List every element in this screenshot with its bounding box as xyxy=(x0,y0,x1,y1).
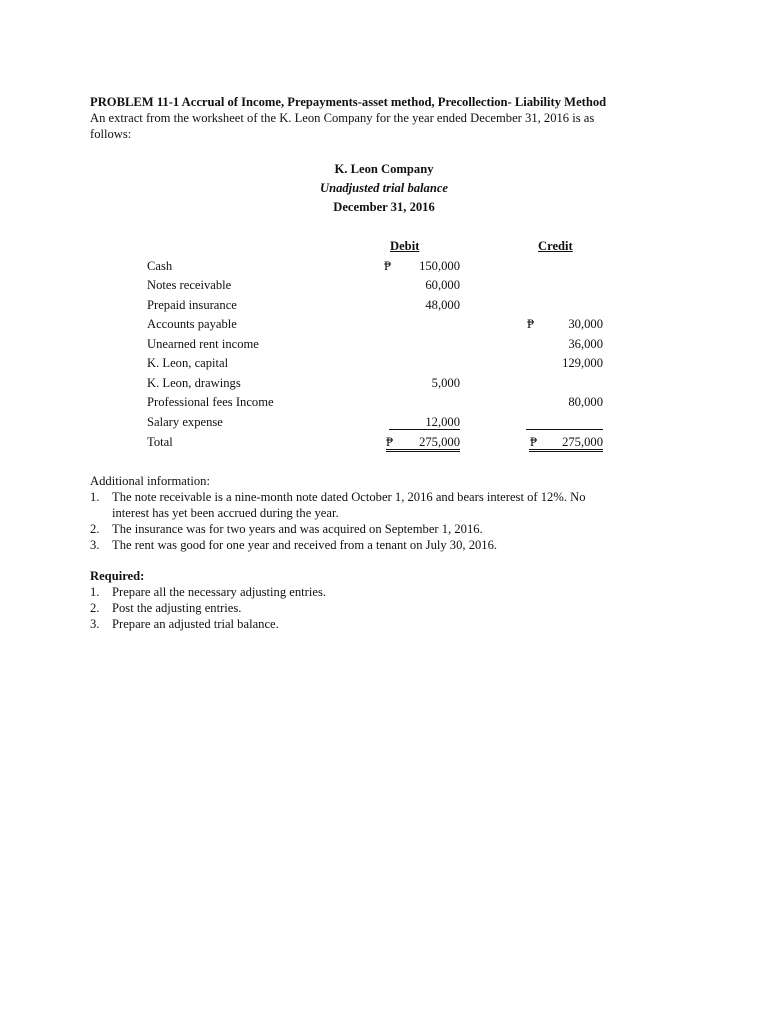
debit-amount: 12,000 xyxy=(425,415,460,429)
statement-date: December 31, 2016 xyxy=(333,200,435,214)
credit-amount: 80,000 xyxy=(568,395,603,409)
table-row xyxy=(0,336,768,354)
debit-currency-symbol: ₱ xyxy=(384,259,392,273)
table-row xyxy=(0,394,768,412)
total-credit-amount: 275,000 xyxy=(562,435,603,449)
table-row xyxy=(0,355,768,373)
account-name: Accounts payable xyxy=(147,317,237,331)
credit-total-double-rule xyxy=(529,446,603,452)
company-name: K. Leon Company xyxy=(334,162,434,176)
account-name: Salary expense xyxy=(147,415,223,429)
total-label: Total xyxy=(147,435,173,449)
credit-amount: 129,000 xyxy=(562,356,603,370)
table-row xyxy=(0,297,768,315)
account-name: Professional fees Income xyxy=(147,395,274,409)
document-page: PROBLEM 11-1 Accrual of Income, Prepayments-asset method, Precollection- Liability Method An extract from the worksheet of the K. Leon Company for the year ended December 31, 2016 is as follows: K. Leon Company Unadjusted trial balance December 31, 2016 Debit Credit Cash ₱ 150,000 Notes receivable 60,000 Prepaid insurance 48,000 Accounts payable ₱ 30,000 Unearned rent income 36,000 K. Leon, capital 129,000 K. Leon, drawings 5,000 Professional fees Income 80,000 Salary expense 12,000 Total ₱ 275,000 ₱ 275,000 Additional information: 1. The note receivable is a nine-month note dated October 1, 2016 and bears interest of 12%. No interest has yet been accrued during the year. 2. The insurance was for two years and was acquired on September 1, 2016. 3. The rent was good for one year and received from a tenant on July 30, 2016. Required: 1. Prepare all the necessary adjusting entries. 2. Post the adjusting entries. 3. Prepare an adjusted trial balance. xyxy=(0,0,768,1024)
debit-amount: 48,000 xyxy=(425,298,460,312)
debit-column-header: Debit xyxy=(390,239,420,253)
total-row xyxy=(0,434,768,452)
debit-amount: 150,000 xyxy=(419,259,460,273)
additional-info-heading: Additional information: xyxy=(90,474,210,488)
table-row xyxy=(0,258,768,276)
account-name: Cash xyxy=(147,259,173,273)
credit-currency-symbol: ₱ xyxy=(530,435,538,449)
debit-subtotal-rule xyxy=(389,428,460,430)
table-row xyxy=(0,316,768,334)
account-name: Unearned rent income xyxy=(147,337,259,351)
debit-total-double-rule xyxy=(386,446,460,452)
debit-amount: 60,000 xyxy=(425,278,460,292)
problem-title: PROBLEM 11-1 Accrual of Income, Prepayments-asset method, Precollection- Liability Method xyxy=(90,95,607,109)
table-row xyxy=(0,414,768,432)
intro-line-1: An extract from the worksheet of the K. Leon Company for the year ended December 31, 2016 is as xyxy=(90,111,595,125)
account-name: Prepaid insurance xyxy=(147,298,237,312)
intro-line-2: follows: xyxy=(90,127,132,141)
table-row xyxy=(0,375,768,393)
credit-column-header: Credit xyxy=(538,239,573,253)
debit-currency-symbol: ₱ xyxy=(386,435,394,449)
account-name: K. Leon, drawings xyxy=(147,376,241,390)
total-debit-amount: 275,000 xyxy=(419,435,460,449)
debit-amount: 5,000 xyxy=(431,376,460,390)
credit-amount: 36,000 xyxy=(568,337,603,351)
table-row xyxy=(0,277,768,295)
required-heading: Required: xyxy=(90,569,145,583)
account-name: Notes receivable xyxy=(147,278,232,292)
credit-amount: 30,000 xyxy=(568,317,603,331)
credit-currency-symbol: ₱ xyxy=(527,317,535,331)
account-name: K. Leon, capital xyxy=(147,356,229,370)
statement-title: Unadjusted trial balance xyxy=(319,181,449,195)
credit-subtotal-rule xyxy=(526,428,603,430)
